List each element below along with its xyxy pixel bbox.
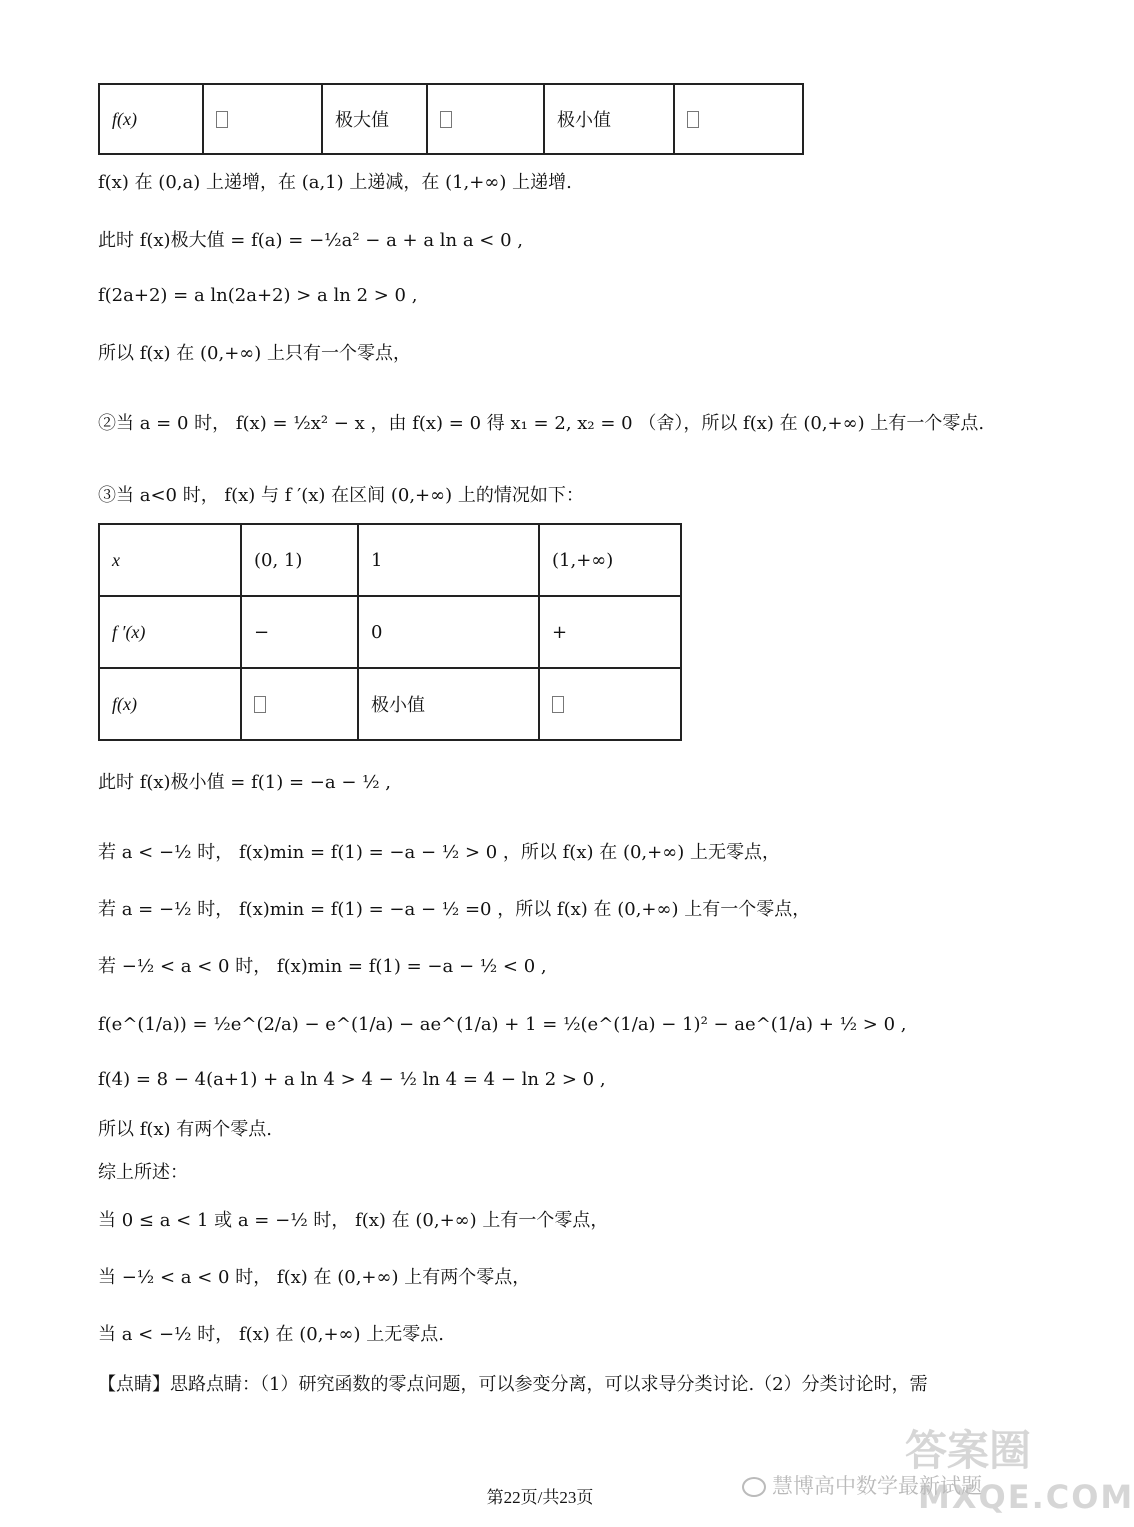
text-line: f(2a+2) = a ln(2a+2) > a ln 2 > 0 ,: [98, 285, 418, 306]
table-cell: f(x): [99, 668, 241, 740]
table-monotonicity-2: [98, 523, 682, 741]
missing-glyph-icon: [254, 696, 266, 713]
missing-glyph-icon: [687, 111, 699, 128]
table-cell: [203, 84, 322, 154]
text-line: 所以 f(x) 有两个零点.: [98, 1119, 273, 1140]
table-row: [99, 668, 681, 740]
table-cell: 极小值: [544, 84, 674, 154]
table-monotonicity-1: [98, 83, 804, 155]
table-row: [99, 596, 681, 668]
text-line: f(e^(1/a)) = ½e^(2/a) − e^(1/a) − ae^(1/a) + 1 = ½(e^(1/a) − 1)² − ae^(1/a) + ½ > 0 ,: [98, 1014, 907, 1035]
text-line: f(4) = 8 − 4(a+1) + a ln 4 > 4 − ½ ln 4 = 4 − ln 2 > 0 ,: [98, 1069, 606, 1090]
text-line: 若 a < −½ 时， f(x)min = f(1) = −a − ½ > 0 ，所以 f(x) 在 (0,+∞) 上无零点，: [98, 842, 780, 863]
missing-glyph-icon: [552, 696, 564, 713]
table-cell: (1,+∞): [539, 524, 681, 596]
table-cell: 极大值: [322, 84, 427, 154]
table-cell: [674, 84, 803, 154]
text-line: 【点睛】思路点睛：（1）研究函数的零点问题，可以参变分离，可以求导分类讨论.（2）分类讨论时，需: [98, 1374, 928, 1395]
page-number: 第22页/共23页: [486, 1488, 594, 1507]
text-line: 当 a < −½ 时， f(x) 在 (0,+∞) 上无零点.: [98, 1324, 444, 1345]
text-line: 若 −½ < a < 0 时， f(x)min = f(1) = −a − ½ < 0 ,: [98, 956, 547, 977]
table-cell: −: [241, 596, 358, 668]
watermark-logo: 答案圈: [905, 1426, 1032, 1475]
watermark-account-label: 慧博高中数学最新试题: [772, 1474, 982, 1498]
text-line: ②当 a = 0 时， f(x) = ½x² − x ，由 f(x) = 0 得 x₁ = 2, x₂ = 0 （舍），所以 f(x) 在 (0,+∞) 上有一个零点.: [98, 413, 985, 434]
table-cell: +: [539, 596, 681, 668]
table-cell: 极小值: [358, 668, 539, 740]
table-cell: 1: [358, 524, 539, 596]
text-line: ③当 a<0 时， f(x) 与 f ′(x) 在区间 (0,+∞) 上的情况如下：: [98, 485, 584, 506]
text-line: 当 0 ≤ a < 1 或 a = −½ 时， f(x) 在 (0,+∞) 上有一个零点，: [98, 1210, 609, 1231]
table-cell: f(x): [99, 84, 203, 154]
watermark-url: MXQE.COM: [918, 1478, 1134, 1516]
text-line: 当 −½ < a < 0 时， f(x) 在 (0,+∞) 上有两个零点，: [98, 1267, 531, 1288]
table-cell: x: [99, 524, 241, 596]
table-cell: [241, 668, 358, 740]
table-row: [99, 524, 681, 596]
text-line: 所以 f(x) 在 (0,+∞) 上只有一个零点，: [98, 343, 412, 364]
table-cell: f ′(x): [99, 596, 241, 668]
text-line: 综上所述：: [98, 1162, 188, 1183]
table-cell: (0, 1): [241, 524, 358, 596]
text-line: 此时 f(x)极小值 = f(1) = −a − ½ ,: [98, 772, 392, 793]
missing-glyph-icon: [440, 111, 452, 128]
table-cell: [539, 668, 681, 740]
missing-glyph-icon: [216, 111, 228, 128]
text-line: 此时 f(x)极大值 = f(a) = −½a² − a + a ln a < 0 ,: [98, 230, 524, 251]
text-line: f(x) 在 (0,a) 上递增，在 (a,1) 上递减，在 (1,+∞) 上递增.: [98, 172, 572, 193]
table-row: [99, 84, 803, 154]
text-line: 若 a = −½ 时， f(x)min = f(1) = −a − ½ =0 ，所以 f(x) 在 (0,+∞) 上有一个零点，: [98, 899, 811, 920]
table-cell: [427, 84, 544, 154]
table-cell: 0: [358, 596, 539, 668]
